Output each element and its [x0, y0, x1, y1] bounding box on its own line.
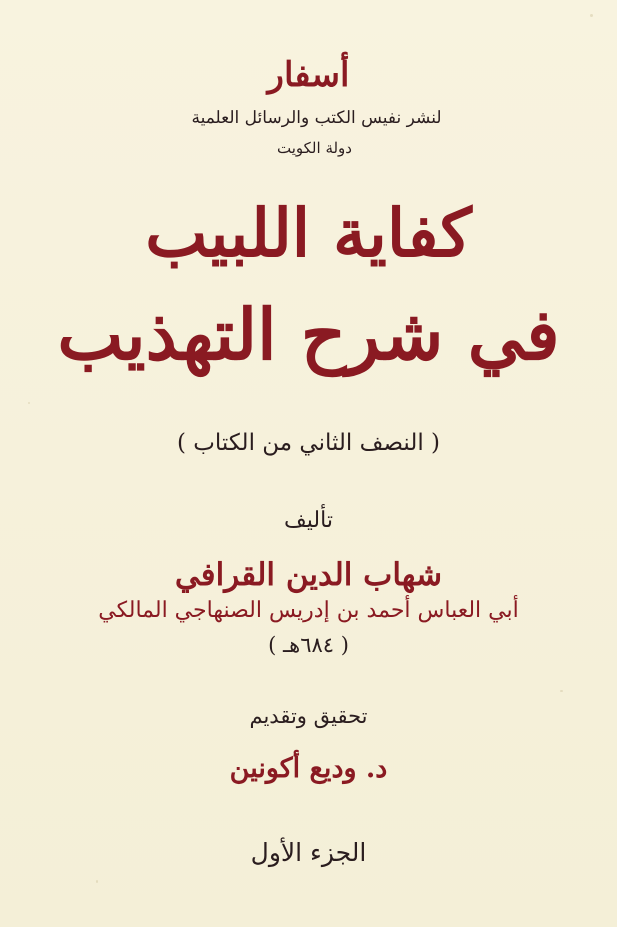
paper-fleck: [96, 880, 98, 883]
author-fullname: أبي العباس أحمد بن إدريس الصنهاجي المالكي: [98, 598, 519, 623]
paper-fleck: [590, 14, 593, 17]
author-laqab: شهاب الدين القرافي: [174, 557, 443, 593]
volume-label: الجزء الأول: [250, 838, 367, 867]
publisher-name: أسفار: [267, 55, 350, 95]
paper-fleck: [560, 690, 563, 692]
editor-name: د. وديع أكونين: [229, 753, 388, 784]
book-title-line-1: كفاية اللبيب: [145, 194, 472, 272]
editing-label: تحقيق وتقديم: [249, 704, 368, 728]
authorship-label: تأليف: [284, 508, 333, 533]
book-title-line-2: في شرح التهذيب: [57, 293, 560, 376]
author-death-year: ( ٦٨٤هـ ): [268, 633, 349, 657]
book-subtitle: ( النصف الثاني من الكتاب ): [176, 430, 441, 456]
publisher-country: دولة الكويت: [277, 139, 352, 157]
paper-fleck: [28, 402, 30, 404]
publisher-tagline: لنشر نفيس الكتب والرسائل العلمية: [191, 108, 442, 128]
